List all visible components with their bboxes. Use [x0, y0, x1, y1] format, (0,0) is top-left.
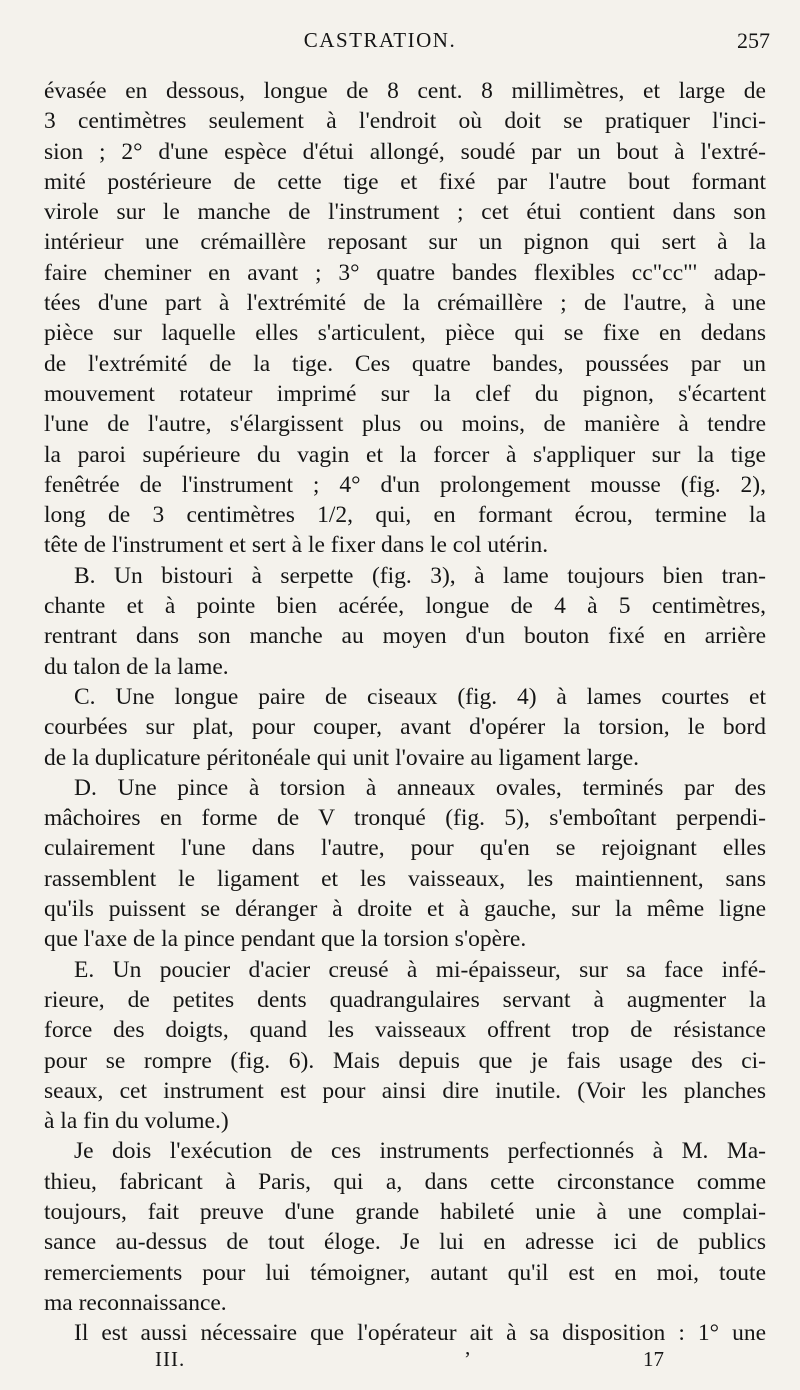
text-line: E. Un poucier d'acier creusé à mi-épaisseur, sur sa face infé- [74, 956, 766, 983]
text-line: rieure, de petites dents quadrangulaires servant à augmenter la [44, 986, 766, 1013]
text-line: courbées sur plat, pour couper, avant d'opérer la torsion, le bord [44, 714, 766, 741]
text-line: ma reconnaissance. [44, 1289, 227, 1316]
text-line: B. Un bistouri à serpette (fig. 3), à lame toujours bien tran- [74, 562, 766, 589]
text-line: faire cheminer en avant ; 3° quatre bandes flexibles cc"cc"' adap- [44, 259, 766, 286]
text-line: pour se rompre (fig. 6). Mais depuis que je fais usage des ci- [44, 1047, 766, 1074]
signature-mark: III. [155, 1347, 186, 1371]
text-line: à la fin du volume.) [44, 1108, 229, 1135]
text-line: 3 centimètres seulement à l'endroit où doit se pratiquer l'inci- [44, 108, 766, 135]
text-line: l'une de l'autre, s'élargissent plus ou moins, de manière à tendre [44, 411, 766, 438]
text-line: tées d'une part à l'extrémité de la crémaillère ; de l'autre, à une [44, 290, 766, 317]
page-number: 257 [737, 28, 770, 53]
text-line: chante et à pointe bien acérée, longue de 4 à 5 centimètres, [44, 593, 766, 620]
text-line: du talon de la lame. [44, 653, 229, 680]
footer-tick: ’ [464, 1347, 471, 1371]
body-text [44, 76, 766, 1348]
text-line: qu'ils puissent se déranger à droite et à gauche, sur la même ligne [44, 896, 766, 923]
text-line: tête de l'instrument et sert à le fixer dans le col utérin. [44, 532, 549, 559]
text-line: la paroi supérieure du vagin et la forcer à s'appliquer sur la tige [44, 441, 766, 468]
text-line: fenêtrée de l'instrument ; 4° d'un prolongement mousse (fig. 2), [44, 471, 766, 498]
text-line: rentrant dans son manche au moyen d'un bouton fixé en arrière [44, 623, 766, 650]
text-line: sion ; 2° d'une espèce d'étui allongé, soudé par un bout à l'extré- [44, 138, 766, 165]
text-line: Je dois l'exécution de ces instruments perfectionnés à M. Ma- [74, 1138, 766, 1165]
text-line: toujours, fait preuve d'une grande habileté unie à une complai- [44, 1198, 766, 1225]
text-line: de l'extrémité de la tige. Ces quatre bandes, poussées par un [44, 350, 766, 377]
text-line: intérieur une crémaillère reposant sur un pignon qui sert à la [44, 229, 766, 256]
text-line: pièce sur laquelle elles s'articulent, pièce qui se fixe en dedans [44, 320, 766, 347]
text-line: culairement l'une dans l'autre, pour qu'en se rejoignant elles [44, 835, 766, 862]
text-line: mouvement rotateur imprimé sur la clef du pignon, s'écartent [44, 380, 766, 407]
text-line: force des doigts, quand les vaisseaux offrent trop de résistance [44, 1017, 766, 1044]
text-line: rassemblent le ligament et les vaisseaux, les maintiennent, sans [44, 865, 766, 892]
text-line: long de 3 centimètres 1/2, qui, en formant écrou, termine la [44, 502, 766, 529]
page-footer [0, 1347, 800, 1377]
text-line: de la duplicature péritonéale qui unit l'ovaire au ligament large. [44, 744, 639, 771]
text-line: C. Une longue paire de ciseaux (fig. 4) à lames courtes et [74, 683, 766, 710]
text-line: sance au-dessus de tout éloge. Je lui en adresse ici de publics [44, 1229, 766, 1256]
text-line: mité postérieure de cette tige et fixé par l'autre bout formant [44, 168, 766, 195]
text-line: mâchoires en forme de V tronqué (fig. 5), s'emboîtant perpendi- [44, 805, 766, 832]
text-line: remerciements pour lui témoigner, autant qu'il est en moi, toute [44, 1259, 766, 1286]
running-title: CASTRATION. [303, 28, 457, 52]
text-line: virole sur le manche de l'instrument ; cet étui contient dans son [44, 199, 766, 226]
text-line: thieu, fabricant à Paris, qui a, dans cette circonstance comme [44, 1168, 766, 1195]
text-line: Il est aussi nécessaire que l'opérateur ait à sa disposition : 1° une [74, 1320, 766, 1347]
running-header [0, 28, 800, 64]
sheet-number: 17 [643, 1347, 664, 1371]
text-line: seaux, cet instrument est pour ainsi dire inutile. (Voir les planches [44, 1077, 766, 1104]
text-line: que l'axe de la pince pendant que la torsion s'opère. [44, 926, 527, 953]
text-line: évasée en dessous, longue de 8 cent. 8 millimètres, et large de [44, 78, 766, 104]
text-line: D. Une pince à torsion à anneaux ovales, terminés par des [74, 774, 766, 801]
